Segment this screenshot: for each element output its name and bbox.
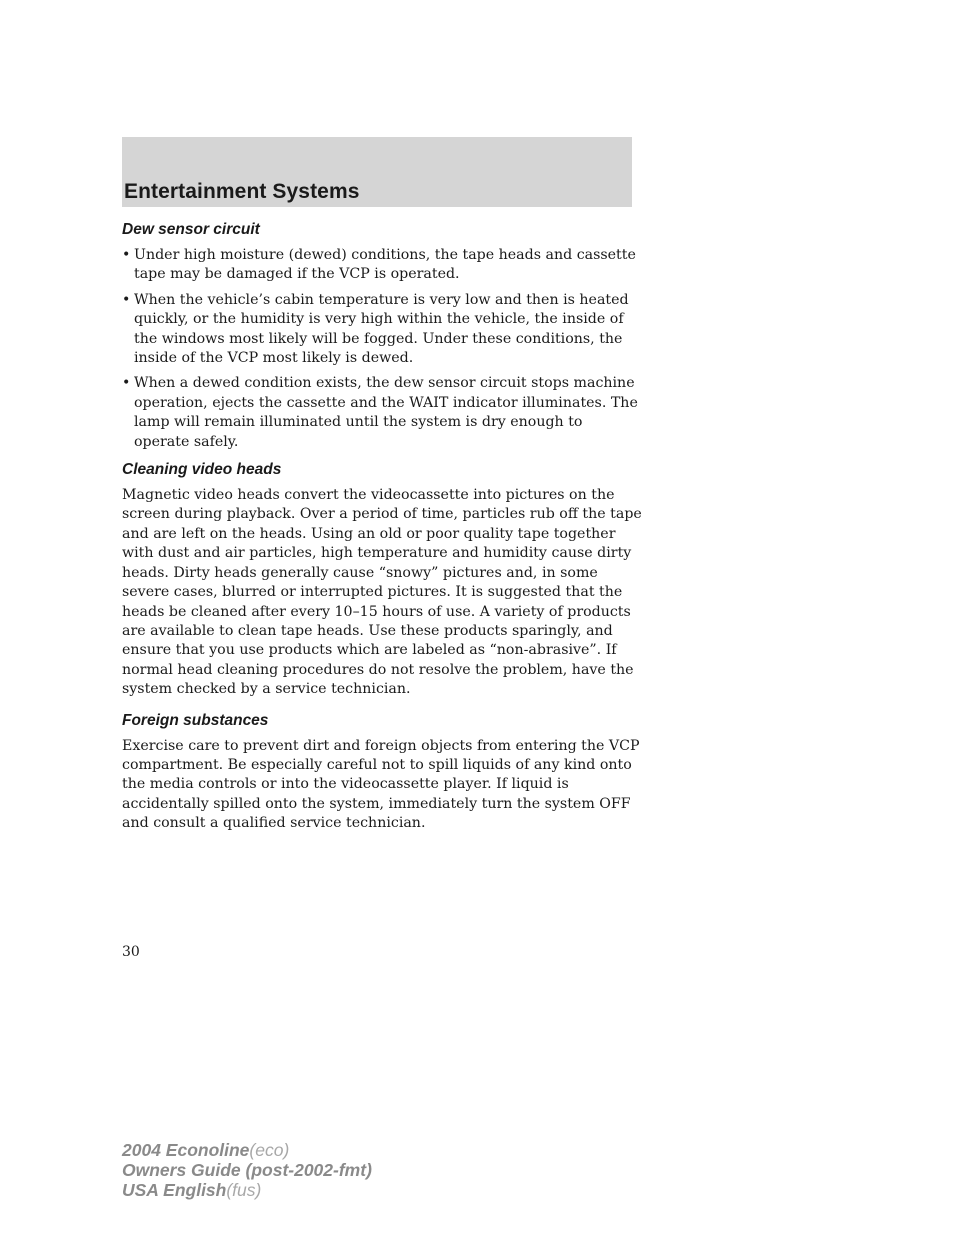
footer-model-code: (eco) <box>249 1140 290 1160</box>
foreign-substances-paragraph: Exercise care to prevent dirt and foreign objects from entering the VCP compartment. Be especially careful not to spill liquids of any kind onto the media controls or into the videocassette player. If liquid is accidentally spilled onto the system, immediately turn the system OFF and consult a qualified service technician. <box>122 737 640 832</box>
bullet-icon: • <box>122 375 131 392</box>
list-item-text: Under high moisture (dewed) conditions, the tape heads and cassette tape may be damaged if the VCP is operated. <box>134 247 636 283</box>
bullet-icon: • <box>122 291 131 308</box>
document-footer <box>122 1140 372 1200</box>
footer-language: USA English <box>122 1180 227 1200</box>
list-item <box>122 291 642 369</box>
list-item <box>122 246 642 285</box>
section-title: Entertainment Systems <box>124 180 360 203</box>
section-heading-dew-sensor: Dew sensor circuit <box>122 221 260 238</box>
dew-sensor-bullet-list <box>122 246 642 452</box>
footer-language-code: (fus) <box>226 1180 262 1200</box>
section-heading-foreign-substances: Foreign substances <box>122 711 269 729</box>
cleaning-video-heads-paragraph: Magnetic video heads convert the videocassette into pictures on the screen during playback. Over a period of time, particles rub off the tape and are left on the heads. Using an old or poor quality tape together with dust and air particles, high temperature and humidity cause dirty heads. Dirty heads generally cause “snowy” pictures and, in some severe cases, blurred or interrupted pictures. It is suggested that the heads be cleaned after every 10–15 hours of use. A variety of products are available to clean tape heads. Use these products sparingly, and ensure that you use products which are labeled as “non-abrasive”. If normal head cleaning procedures do not resolve the problem, have the system checked by a service technician. <box>122 487 642 698</box>
footer-guide: Owners Guide (post-2002-fmt) <box>122 1160 372 1180</box>
bullet-icon: • <box>122 247 131 263</box>
list-item-text: When a dewed condition exists, the dew sensor circuit stops machine operation, ejects the cassette and the WAIT indicator illuminates. The lamp will remain illuminated until the system is dry enough to operate safely. <box>134 375 638 450</box>
section-heading-cleaning-video-heads: Cleaning video heads <box>122 461 282 479</box>
list-item <box>122 374 642 452</box>
page-content <box>122 220 642 845</box>
page-number: 30 <box>122 944 140 960</box>
footer-model: 2004 Econoline <box>122 1140 250 1160</box>
list-item-text: When the vehicle’s cabin temperature is very low and then is heated quickly, or the humidity is very high within the vehicle, the inside of the windows most likely will be fogged. Under these conditions, the inside of the VCP most likely is dewed. <box>134 291 629 367</box>
